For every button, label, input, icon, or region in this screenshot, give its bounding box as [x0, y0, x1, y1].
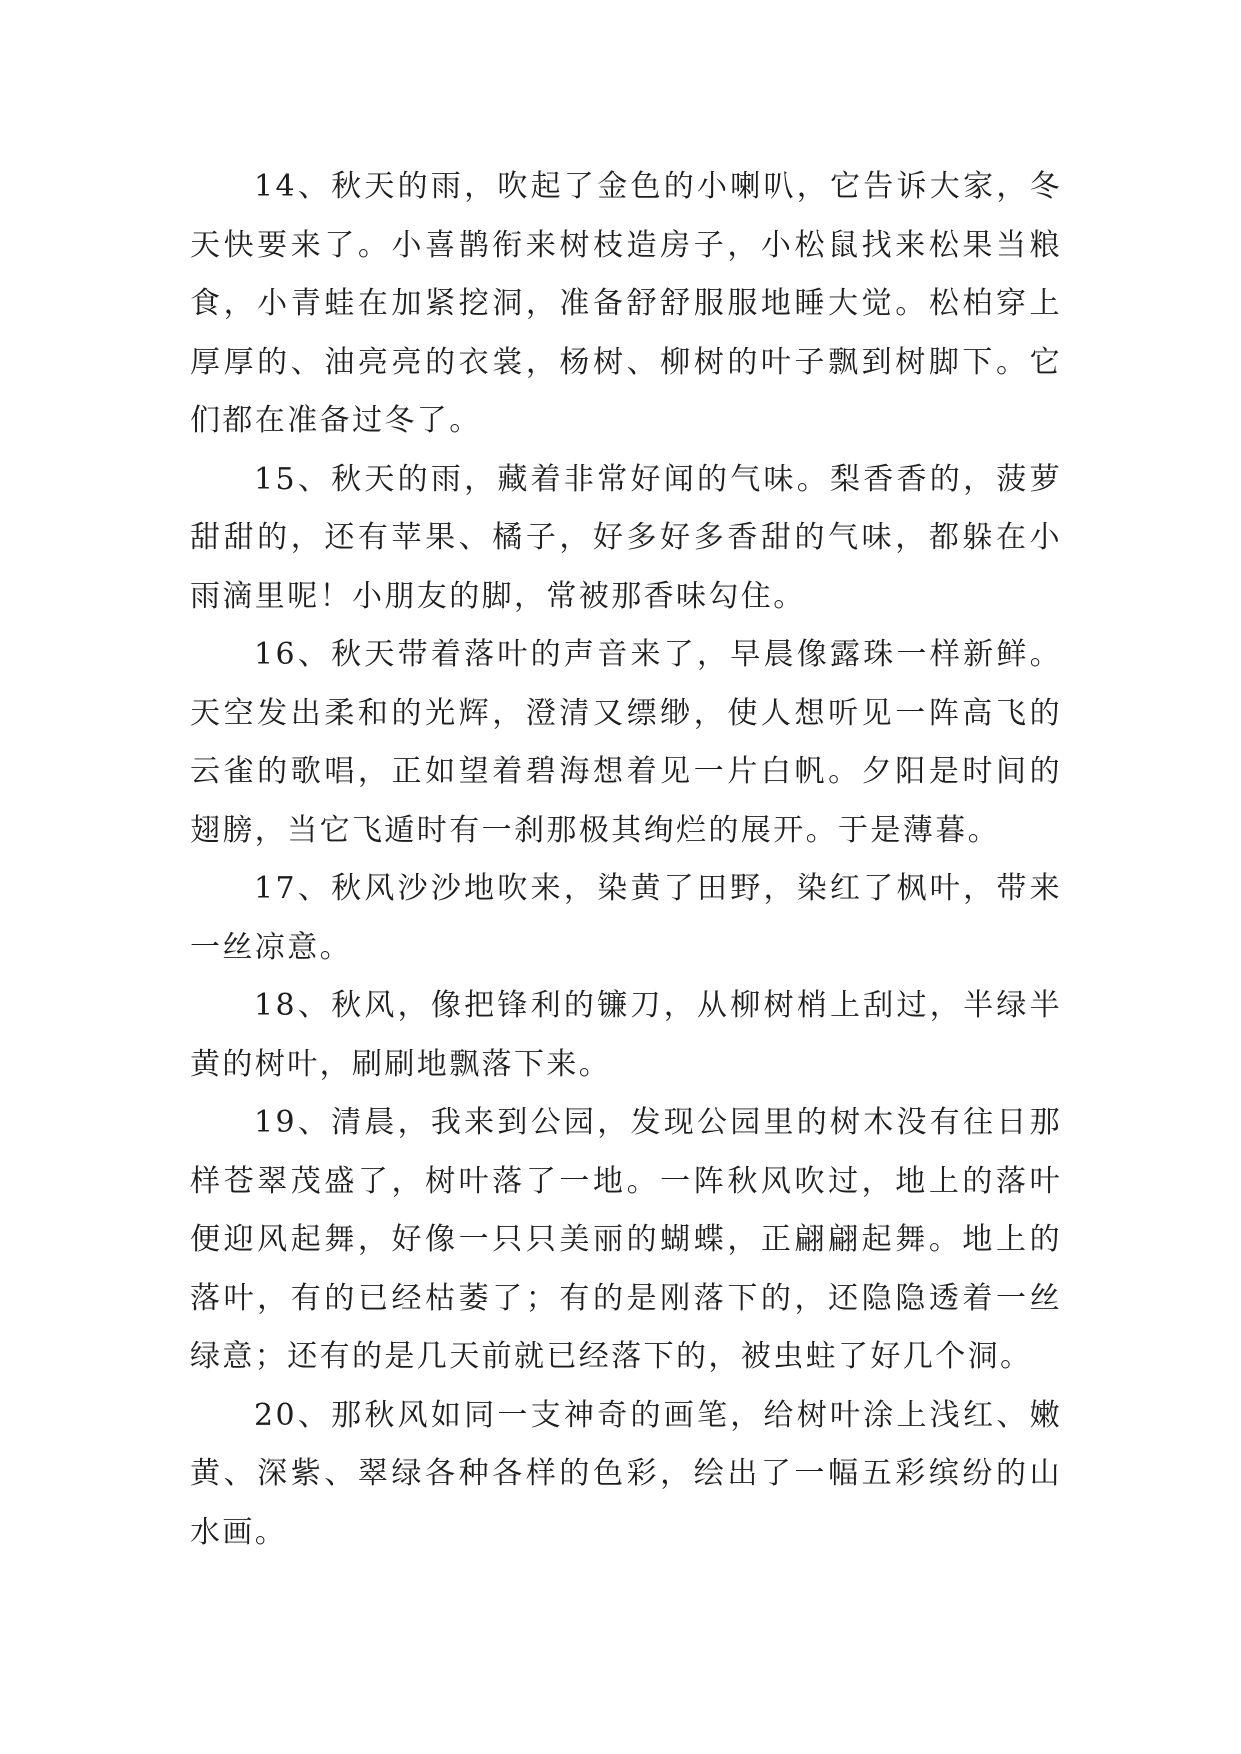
paragraph-16: 16、秋天带着落叶的声音来了，早晨像露珠一样新鲜。天空发出柔和的光辉，澄清又缥缈，使人想听见一阵高飞的云雀的歌唱，正如望着碧海想着见一片白帆。夕阳是时间的翅膀，当它飞遁时有一刹那极其绚烂的展开。于是薄暮。	[190, 637, 1062, 848]
paragraph-14: 14、秋天的雨，吹起了金色的小喇叭，它告诉大家，冬天快要来了。小喜鹊衔来树枝造房子，小松鼠找来松果当粮食，小青蛙在加紧挖洞，准备舒舒服服地睡大觉。松柏穿上厚厚的、油亮亮的衣裳，杨树、柳树的叶子飘到树脚下。它们都在准备过冬了。	[190, 169, 1062, 438]
paragraph-17: 17、秋风沙沙地吹来，染黄了田野，染红了枫叶，带来一丝凉意。	[190, 871, 1062, 965]
document-body	[190, 158, 1062, 1562]
paragraph-20: 20、那秋风如同一支神奇的画笔，给树叶涂上浅红、嫩黄、深紫、翠绿各种各样的色彩，绘出了一幅五彩缤纷的山水画。	[190, 1397, 1062, 1550]
paragraph-18: 18、秋风，像把锋利的镰刀，从柳树梢上刮过，半绿半黄的树叶，刷刷地飘落下来。	[190, 988, 1062, 1082]
paragraph-19: 19、清晨，我来到公园，发现公园里的树木没有往日那样苍翠茂盛了，树叶落了一地。一阵秋风吹过，地上的落叶便迎风起舞，好像一只只美丽的蝴蝶，正翩翩起舞。地上的落叶，有的已经枯萎了；有的是刚落下的，还隐隐透着一丝绿意；还有的是几天前就已经落下的，被虫蛀了好几个洞。	[190, 1105, 1062, 1374]
paragraph-15: 15、秋天的雨，藏着非常好闻的气味。梨香香的，菠萝甜甜的，还有苹果、橘子，好多好多香甜的气味，都躲在小雨滴里呢！小朋友的脚，常被那香味勾住。	[190, 461, 1062, 614]
